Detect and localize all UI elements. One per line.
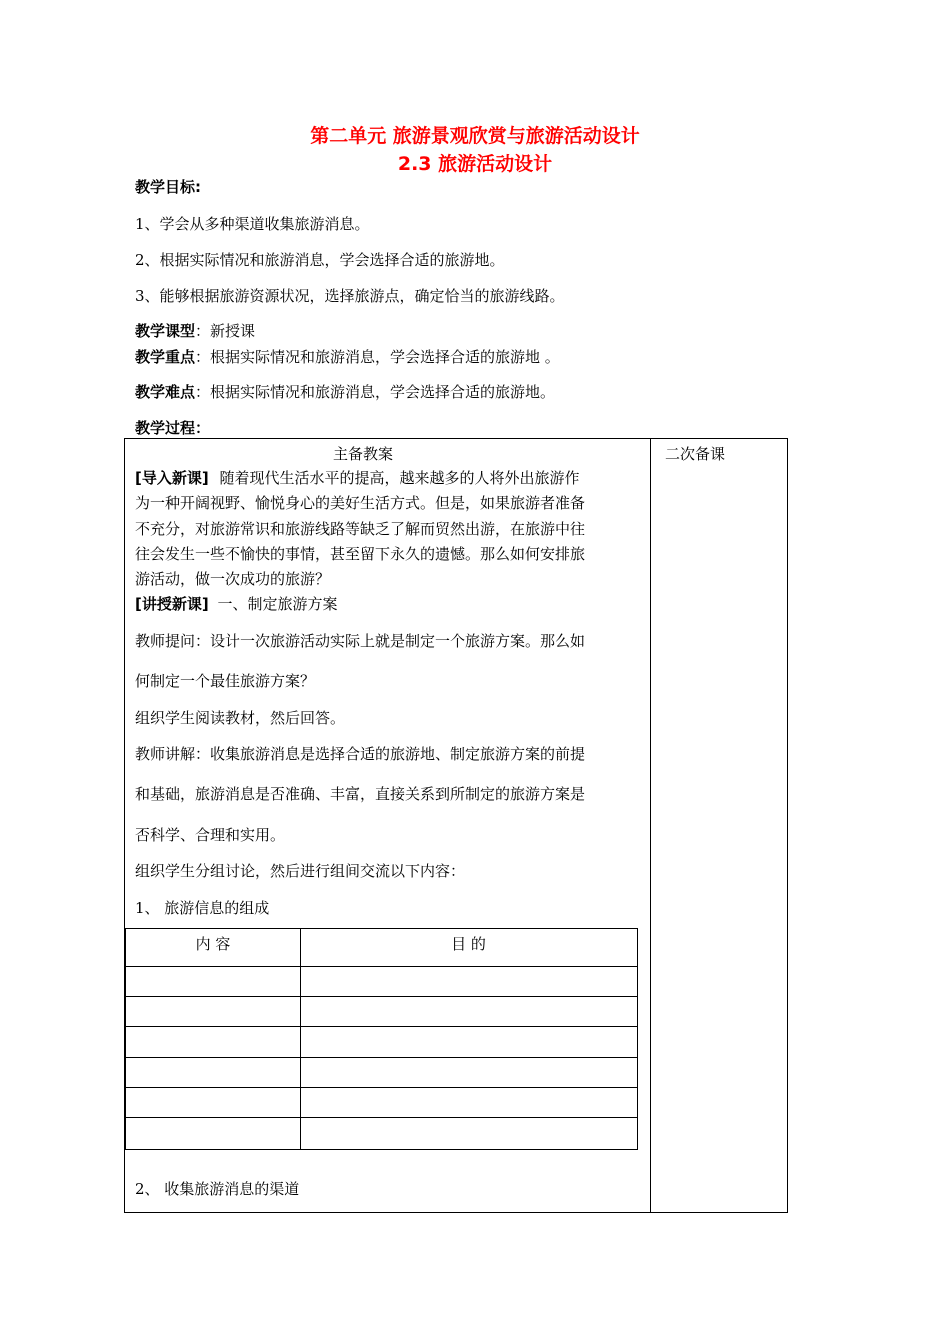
intro-line: 随着现代生活水平的提高，越来越多的人将外出旅游作 [219, 469, 580, 487]
intro-line: 往会发生一些不愉快的事情，甚至留下永久的遗憾。那么如何安排旅 [135, 545, 586, 563]
inner-table-header-purpose: 目 的 [451, 935, 486, 953]
lesson-type [135, 320, 255, 341]
intro-first-line [135, 467, 580, 488]
inner-table-column-divider [300, 928, 301, 1149]
body-line: 和基础，旅游消息是否准确、丰富，直接关系到所制定的旅游方案是 [135, 785, 586, 803]
lesson-focus-value: ：根据实际情况和旅游消息，学会选择合适的旅游地 。 [195, 348, 560, 366]
main-plan-header: 主备教案 [333, 445, 394, 463]
teach-section: 一、制定旅游方案 [217, 595, 338, 613]
lesson-difficulty [135, 381, 555, 402]
teach-line [135, 593, 338, 614]
teach-tag: [讲授新课] [135, 595, 209, 613]
body-line: 何制定一个最佳旅游方案？ [135, 672, 316, 690]
inner-table-header-content: 内 容 [195, 935, 231, 953]
lesson-subtitle: 2.3 旅游活动设计 [397, 153, 553, 175]
lesson-difficulty-label: 教学难点 [135, 383, 196, 401]
objective-item: 1、学会从多种渠道收集旅游消息。 [135, 215, 370, 233]
inner-table-row-divider [125, 1026, 637, 1027]
objective-item: 2、根据实际情况和旅游消息，学会选择合适的旅游地。 [135, 251, 505, 269]
lesson-type-label: 教学课型 [135, 322, 196, 340]
intro-line: 不充分，对旅游常识和旅游线路等缺乏了解而贸然出游，在旅游中往 [135, 520, 586, 538]
table-column-divider [650, 438, 651, 1212]
lesson-focus-label: 教学重点 [135, 348, 196, 366]
objectives-label: 教学目标: [135, 178, 201, 196]
lesson-difficulty-value: ：根据实际情况和旅游消息，学会选择合适的旅游地。 [195, 383, 556, 401]
body-line: 2、 收集旅游消息的渠道 [135, 1180, 300, 1198]
lesson-type-value: ：新授课 [195, 322, 256, 340]
objective-item: 3、能够根据旅游资源状况，选择旅游点，确定恰当的旅游线路。 [135, 287, 565, 305]
document-title: 第二单元 旅游景观欣赏与旅游活动设计 [310, 125, 640, 147]
body-line: 教师讲解：收集旅游消息是选择合适的旅游地、制定旅游方案的前提 [135, 745, 586, 763]
intro-line: 为一种开阔视野、愉悦身心的美好生活方式。但是，如果旅游者准备 [135, 494, 586, 512]
inner-table-row-divider [125, 1087, 637, 1088]
inner-table-row-divider [125, 1057, 637, 1058]
intro-line: 游活动，做一次成功的旅游？ [135, 570, 331, 588]
inner-table-row-divider [125, 996, 637, 997]
body-line: 组织学生阅读教材，然后回答。 [135, 709, 346, 727]
body-line: 1、 旅游信息的组成 [135, 899, 270, 917]
body-line: 否科学、合理和实用。 [135, 826, 286, 844]
intro-tag: [导入新课] [135, 469, 209, 487]
body-line: 教师提问：设计一次旅游活动实际上就是制定一个旅游方案。那么如 [135, 632, 586, 650]
process-label: 教学过程： [135, 419, 211, 437]
secondary-plan-header: 二次备课 [665, 445, 726, 463]
lesson-focus [135, 346, 560, 367]
body-line: 组织学生分组讨论，然后进行组间交流以下内容： [135, 862, 466, 880]
inner-table-row-divider [125, 1117, 637, 1118]
inner-table-row-divider [125, 966, 637, 967]
